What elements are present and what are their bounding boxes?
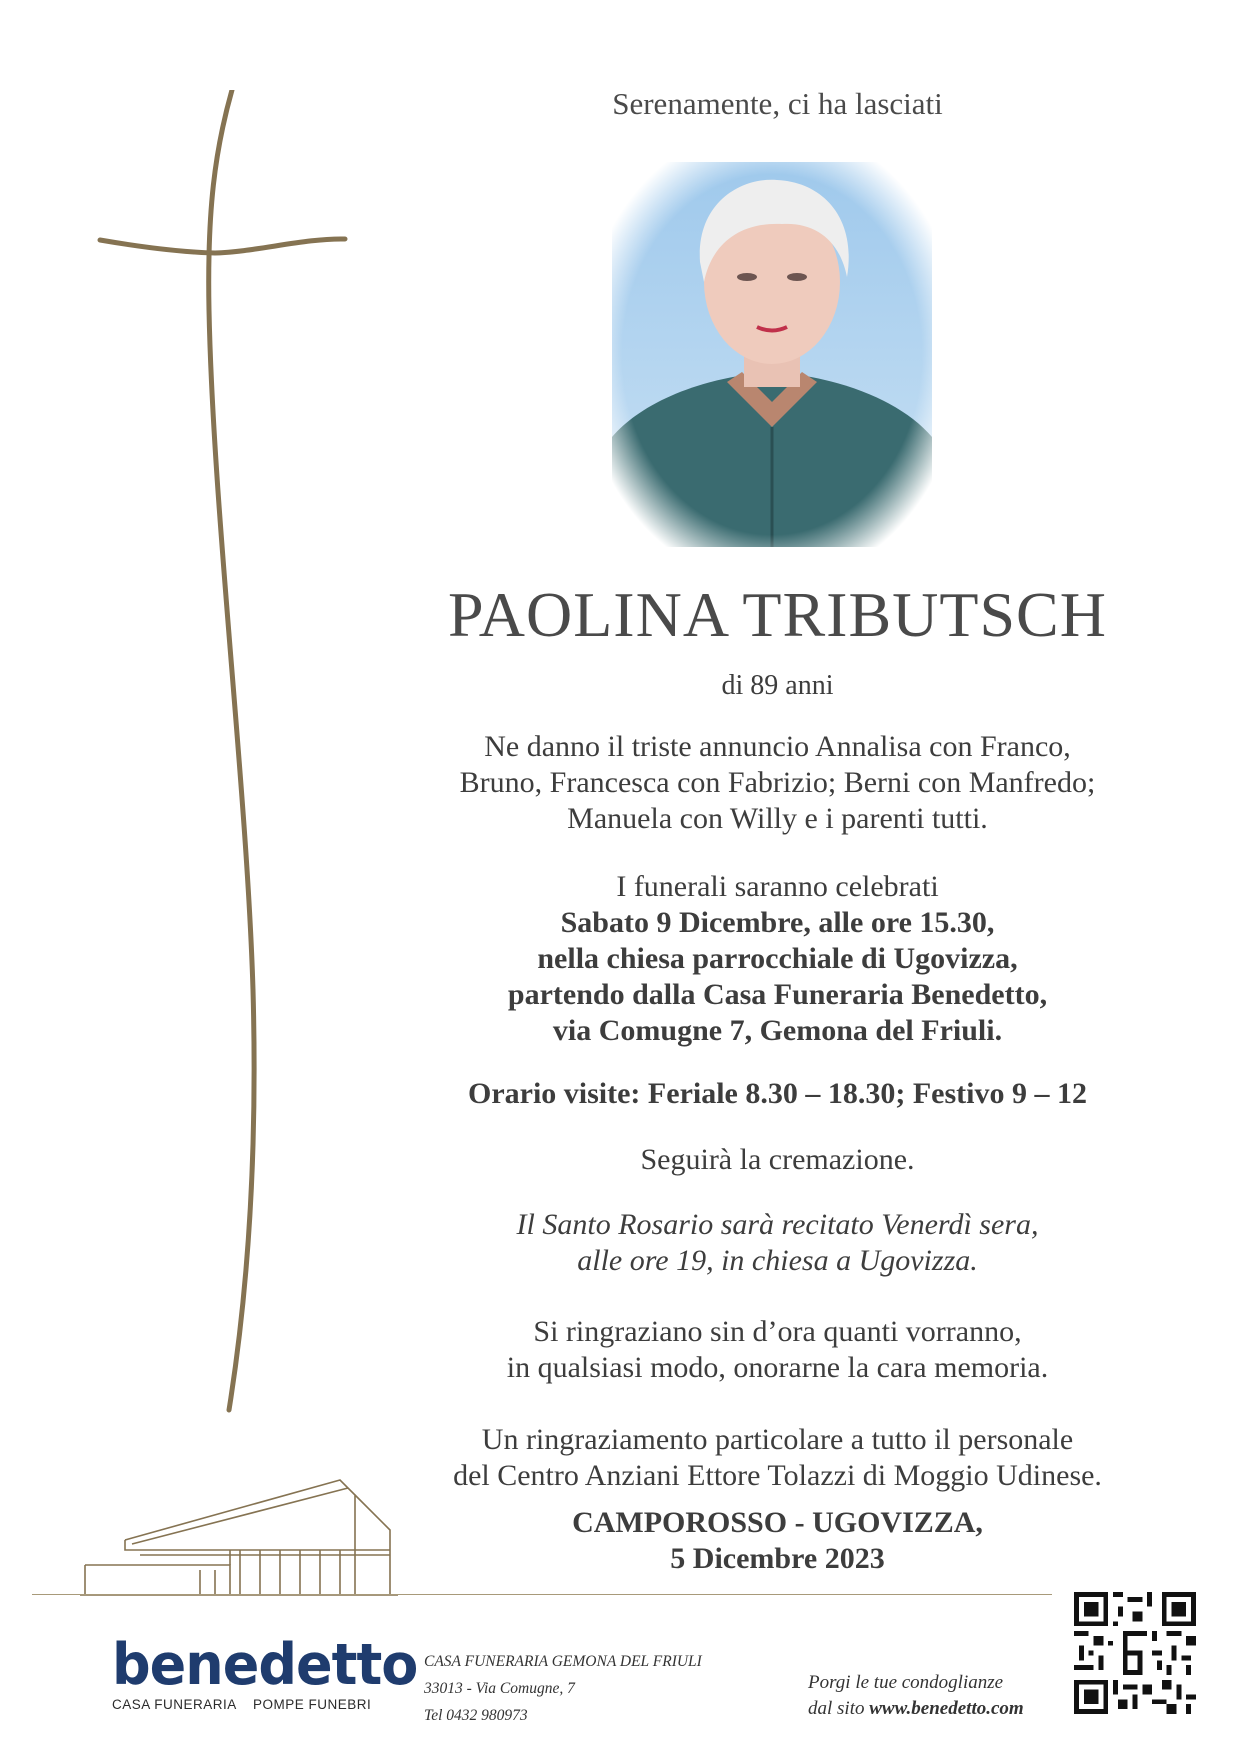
pre-title: Serenamente, ci ha lasciati <box>612 86 943 121</box>
logo-subtitle <box>112 1697 372 1712</box>
age-text: di 89 anni <box>721 670 834 701</box>
rosary-line: alle ore 19, in chiesa a Ugovizza. <box>577 1244 978 1277</box>
date-text: 5 Dicembre 2023 <box>670 1542 885 1575</box>
funeral-detail-line: Sabato 9 Dicembre, alle ore 15.30, <box>560 906 995 939</box>
announcement-line: Bruno, Francesca con Fabrizio; Berni con Manfredo; <box>459 766 1096 799</box>
address-line: CASA FUNERARIA GEMONA DEL FRIULI <box>424 1653 702 1670</box>
funeral-detail-line: via Comugne 7, Gemona del Friuli. <box>552 1014 1003 1047</box>
thanks-line: in qualsiasi modo, onorarne la cara memoria. <box>506 1351 1049 1384</box>
deceased-name: PAOLINA TRIBUTSCH <box>448 579 1107 650</box>
address-line: Tel 0432 980973 <box>424 1707 528 1724</box>
condolences-line <box>808 1696 1024 1722</box>
announcement-paragraph <box>420 729 1135 837</box>
funeral-paragraph <box>420 869 1135 1049</box>
funeral-intro: I funerali saranno celebrati <box>616 870 939 903</box>
footer-divider <box>32 1594 1052 1595</box>
qr-code-icon[interactable] <box>1074 1592 1196 1714</box>
logo-wordmark: benedetto <box>112 1631 418 1698</box>
address-line: 33013 - Via Comugne, 7 <box>424 1680 575 1697</box>
visiting-hours: Orario visite: Feriale 8.30 – 18.30; Festivo 9 – 12 <box>467 1077 1087 1110</box>
portrait-photo <box>612 162 932 547</box>
special-thanks-line: del Centro Anziani Ettore Tolazzi di Moggio Udinese. <box>453 1459 1102 1492</box>
condolences-site-link[interactable]: www.benedetto.com <box>869 1698 1024 1719</box>
funeral-detail-line: partendo dalla Casa Funeraria Benedetto, <box>507 978 1048 1011</box>
special-thanks-line: Un ringraziamento particolare a tutto il personale <box>481 1423 1074 1456</box>
funeral-detail-line: nella chiesa parrocchiale di Ugovizza, <box>537 942 1018 975</box>
cremation-note: Seguirà la cremazione. <box>640 1143 915 1176</box>
thanks-line: Si ringraziano sin d’ora quanti vorranno, <box>533 1315 1022 1348</box>
special-thanks-paragraph <box>420 1422 1135 1494</box>
rosary-paragraph <box>420 1207 1135 1279</box>
funeral-home-address <box>424 1648 702 1729</box>
thanks-paragraph <box>420 1314 1135 1386</box>
building-icon <box>80 1470 400 1605</box>
announcement-line: Manuela con Willy e i parenti tutti. <box>567 802 988 835</box>
place-text: CAMPOROSSO - UGOVIZZA, <box>572 1506 983 1539</box>
announcement-line: Ne danno il triste annuncio Annalisa con Franco, <box>484 730 1071 763</box>
condolences-line: Porgi le tue condoglianze <box>808 1672 1004 1693</box>
condolences-prefix: dal sito <box>808 1698 870 1719</box>
cross-icon <box>95 90 355 1420</box>
logo-sub-right: POMPE FUNEBRI <box>253 1697 372 1712</box>
logo-sub-left: CASA FUNERARIA <box>112 1697 237 1712</box>
place-date <box>420 1505 1135 1577</box>
rosary-line: Il Santo Rosario sarà recitato Venerdì sera, <box>516 1208 1039 1241</box>
benedetto-logo <box>112 1631 418 1712</box>
condolences-note <box>808 1670 1024 1722</box>
